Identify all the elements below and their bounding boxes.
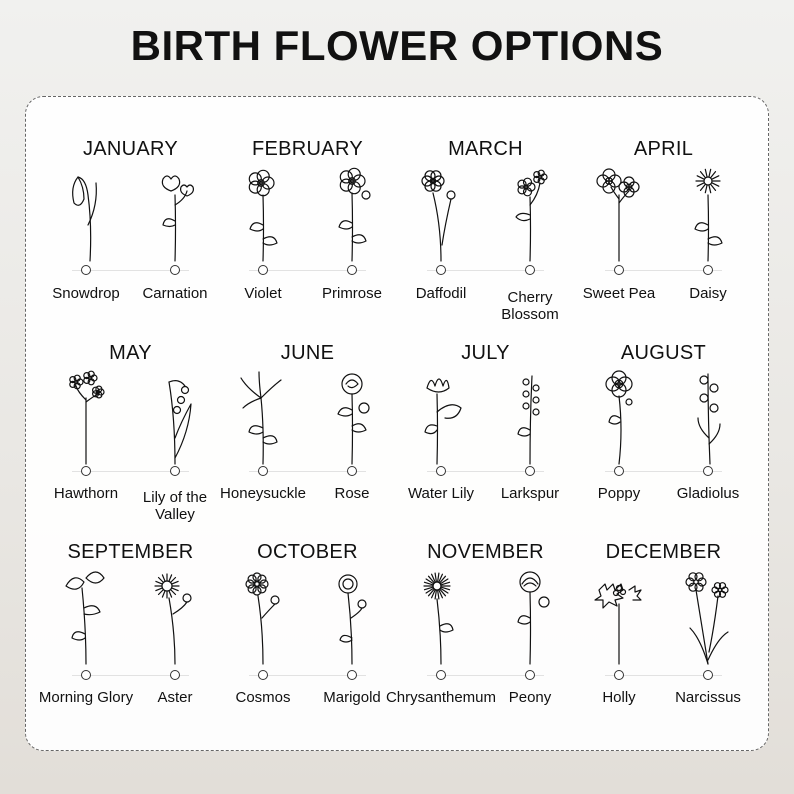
page-title: BIRTH FLOWER OPTIONS xyxy=(130,22,664,69)
flower-name: Marigold xyxy=(323,689,381,706)
flower-option[interactable] xyxy=(678,165,738,265)
flower-name: Sweet Pea xyxy=(582,285,656,302)
flower-name: Carnation xyxy=(142,285,208,302)
flower-name: Violet xyxy=(244,285,282,302)
month-label: DECEMBER xyxy=(605,541,722,563)
poppy-icon xyxy=(589,368,649,468)
flower-option[interactable] xyxy=(589,368,649,468)
gladiolus-icon xyxy=(678,368,738,468)
month-label: MARCH xyxy=(448,138,523,160)
flower-option[interactable] xyxy=(411,368,471,468)
primrose-icon xyxy=(322,165,382,265)
flower-name: Primrose xyxy=(321,285,382,302)
month-label: JANUARY xyxy=(82,138,179,160)
flower-select-dot[interactable] xyxy=(81,466,91,476)
flower-option[interactable] xyxy=(233,165,293,265)
flower-select-dot[interactable] xyxy=(436,466,446,476)
flower-name: Honeysuckle xyxy=(220,485,306,502)
month-label: MAY xyxy=(109,342,152,364)
flower-option[interactable] xyxy=(411,568,471,668)
cherry-blossom-icon xyxy=(500,165,560,265)
flower-option[interactable] xyxy=(145,165,205,265)
month-label: AUGUST xyxy=(620,342,707,364)
water-lily-icon xyxy=(411,368,471,468)
peony-icon xyxy=(500,568,560,668)
lily-of-the-valley-icon xyxy=(145,368,205,468)
flower-option[interactable] xyxy=(56,568,116,668)
flower-select-dot[interactable] xyxy=(347,466,357,476)
flower-select-dot[interactable] xyxy=(703,466,713,476)
flower-select-dot[interactable] xyxy=(81,670,91,680)
flower-option[interactable] xyxy=(500,568,560,668)
rose-icon xyxy=(322,368,382,468)
violet-icon xyxy=(233,165,293,265)
flower-option[interactable] xyxy=(322,368,382,468)
daffodil-icon xyxy=(411,165,471,265)
flower-option[interactable] xyxy=(678,568,738,668)
flower-option[interactable] xyxy=(411,165,471,265)
flower-select-dot[interactable] xyxy=(170,265,180,275)
flower-option[interactable] xyxy=(145,368,205,468)
larkspur-icon xyxy=(500,368,560,468)
flower-option[interactable] xyxy=(500,368,560,468)
month-label: SEPTEMBER xyxy=(67,541,194,563)
flower-select-dot[interactable] xyxy=(436,265,446,275)
month-label: JUNE xyxy=(280,342,335,364)
flower-name: Rose xyxy=(334,485,370,502)
flower-name: Gladiolus xyxy=(676,485,740,502)
flower-select-dot[interactable] xyxy=(170,670,180,680)
flower-select-dot[interactable] xyxy=(436,670,446,680)
flower-option[interactable] xyxy=(56,165,116,265)
snowdrop-icon xyxy=(56,165,116,265)
flower-name: Daisy xyxy=(689,285,727,302)
flower-select-dot[interactable] xyxy=(614,670,624,680)
flower-select-dot[interactable] xyxy=(614,265,624,275)
flower-name: Water Lily xyxy=(407,485,475,502)
chrysanthemum-icon xyxy=(411,568,471,668)
flower-select-dot[interactable] xyxy=(258,466,268,476)
flower-select-dot[interactable] xyxy=(525,670,535,680)
flower-name: Poppy xyxy=(597,485,641,502)
flower-option[interactable] xyxy=(500,165,560,265)
flower-select-dot[interactable] xyxy=(525,466,535,476)
flower-option[interactable] xyxy=(322,165,382,265)
flower-name: Narcissus xyxy=(675,689,741,706)
flower-option[interactable] xyxy=(56,368,116,468)
flower-select-dot[interactable] xyxy=(258,670,268,680)
flower-select-dot[interactable] xyxy=(347,670,357,680)
flower-options-card xyxy=(25,96,769,751)
flower-option[interactable] xyxy=(145,568,205,668)
flower-name: Daffodil xyxy=(415,285,467,302)
flower-select-dot[interactable] xyxy=(614,466,624,476)
flower-name: Morning Glory xyxy=(38,689,134,706)
sweet-pea-icon xyxy=(589,165,649,265)
flower-name: Holly xyxy=(602,689,636,706)
holly-icon xyxy=(589,568,649,668)
flower-name: Peony xyxy=(508,689,552,706)
flower-name: Cherry Blossom xyxy=(501,289,559,323)
flower-select-dot[interactable] xyxy=(703,265,713,275)
flower-name: Lily of the Valley xyxy=(142,489,208,523)
month-label: FEBRUARY xyxy=(252,138,363,160)
flower-select-dot[interactable] xyxy=(525,265,535,275)
flower-option[interactable] xyxy=(589,165,649,265)
flower-option[interactable] xyxy=(589,568,649,668)
month-label: OCTOBER xyxy=(257,541,358,563)
flower-select-dot[interactable] xyxy=(347,265,357,275)
flower-name: Hawthorn xyxy=(53,485,119,502)
honeysuckle-icon xyxy=(233,368,293,468)
flower-option[interactable] xyxy=(233,368,293,468)
month-label: NOVEMBER xyxy=(427,541,544,563)
morning-glory-icon xyxy=(56,568,116,668)
flower-name: Cosmos xyxy=(235,689,291,706)
aster-icon xyxy=(145,568,205,668)
flower-name: Snowdrop xyxy=(52,285,120,302)
flower-option[interactable] xyxy=(678,368,738,468)
flower-select-dot[interactable] xyxy=(170,466,180,476)
flower-name: Chrysanthemum xyxy=(385,689,497,706)
flower-select-dot[interactable] xyxy=(81,265,91,275)
month-label: APRIL xyxy=(633,138,694,160)
carnation-icon xyxy=(145,165,205,265)
marigold-icon xyxy=(322,568,382,668)
daisy-icon xyxy=(678,165,738,265)
cosmos-icon xyxy=(233,568,293,668)
flower-select-dot[interactable] xyxy=(258,265,268,275)
flower-name: Larkspur xyxy=(500,485,560,502)
month-label: JULY xyxy=(461,342,510,364)
flower-name: Aster xyxy=(157,689,193,706)
hawthorn-icon xyxy=(56,368,116,468)
flower-option[interactable] xyxy=(322,568,382,668)
flower-select-dot[interactable] xyxy=(703,670,713,680)
narcissus-icon xyxy=(678,568,738,668)
flower-option[interactable] xyxy=(233,568,293,668)
